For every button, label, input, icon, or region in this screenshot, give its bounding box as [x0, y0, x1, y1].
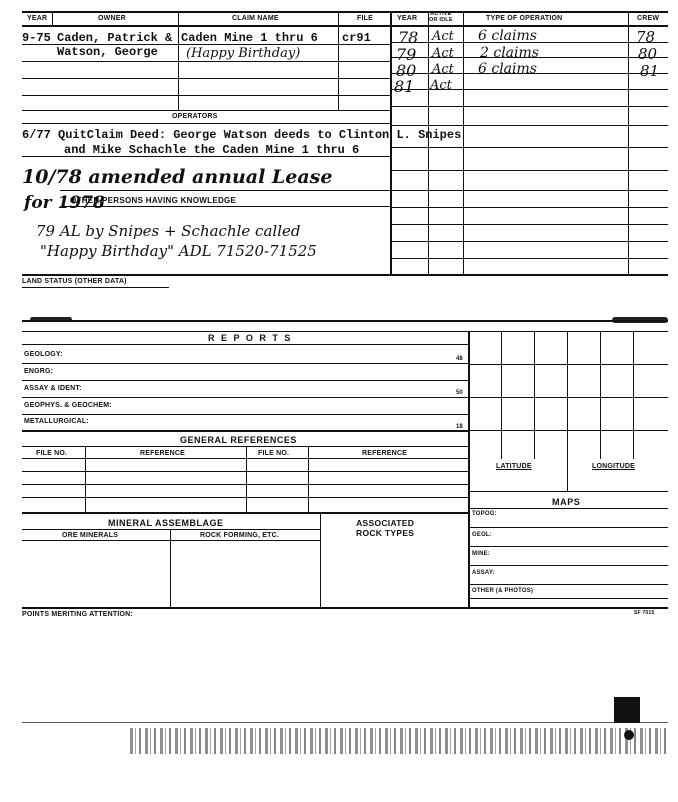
ref-reference-2: REFERENCE [362, 450, 407, 457]
ore-minerals-label: ORE MINERALS [62, 532, 119, 539]
activity-type-2: 6 claims [478, 61, 537, 77]
activity-year-0: 78 [398, 28, 419, 47]
report-metallurgical: METALLURGICAL: [24, 418, 89, 425]
knowledge-heading: OTHER PERSONS HAVING KNOWLEDGE [70, 196, 237, 205]
ref-file-no-1: FILE NO. [36, 450, 68, 457]
report-geophys: GEOPHYS. & GEOCHEM: [24, 402, 112, 409]
record-owner-line1: Caden, Patrick & [57, 31, 173, 45]
ref-file-no-2: FILE NO. [258, 450, 290, 457]
maps-heading: MAPS [552, 497, 581, 507]
knowledge-hand-line2: "Happy Birthday" ADL 71520-71525 [40, 242, 317, 260]
operators-line1: 6/77 QuitClaim Deed: George Watson deeds to Clinton L. Snipes [22, 128, 462, 142]
header-crew: CREW [637, 15, 660, 22]
maps-geol: GEOL: [472, 532, 492, 538]
mineral-heading: MINERAL ASSEMBLAGE [108, 518, 224, 528]
header-year: YEAR [27, 15, 48, 22]
activity-status-3: Act [430, 78, 452, 93]
scan-artifact-strip [130, 728, 670, 754]
operators-heading: OPERATORS [172, 113, 218, 120]
activity-status-1: Act [432, 46, 454, 61]
operators-hand-line2: for 1978 [24, 193, 105, 213]
activity-status-2: Act [432, 62, 454, 77]
activity-crew-2: 81 [640, 62, 660, 80]
knowledge-hand-line1: 79 AL by Snipes + Schachle called [36, 222, 301, 240]
activity-crew-0: 78 [636, 28, 656, 46]
activity-year-3: 81 [394, 77, 415, 96]
general-references-heading: GENERAL REFERENCES [180, 435, 297, 445]
activity-type-0: 6 claims [478, 28, 537, 44]
activity-crew-1: 80 [638, 45, 658, 63]
header-active-idle: ACTIVE OR IDLE [429, 11, 453, 23]
latitude-label: LATITUDE [496, 463, 532, 470]
scan-artifact-dot [624, 730, 634, 740]
land-status-label: LAND STATUS (OTHER DATA) [22, 278, 127, 285]
associated-rock-types-label: ASSOCIATED ROCK TYPES [356, 518, 415, 538]
report-assay: ASSAY & IDENT: [24, 385, 82, 392]
activity-year-1: 79 [396, 45, 417, 64]
activity-year-2: 80 [396, 61, 417, 80]
reports-heading: R E P O R T S [208, 333, 293, 343]
record-file: cr91 [342, 31, 371, 45]
header-file: FILE [357, 15, 373, 22]
report-geology-num: 48 [456, 356, 463, 362]
record-year: 9-75 [22, 31, 51, 45]
activity-status-0: Act [432, 29, 454, 44]
operators-line2: and Mike Schachle the Caden Mine 1 thru 6 [64, 143, 360, 157]
report-metallurgical-num: 18 [456, 424, 463, 430]
record-claim-name: Caden Mine 1 thru 6 [181, 31, 318, 45]
maps-topog: TOPOG: [472, 511, 497, 517]
activity-type-1: 2 claims [480, 45, 539, 61]
operators-hand-line1: 10/78 amended annual Lease [22, 166, 333, 188]
scan-artifact-block [614, 697, 640, 723]
maps-mine: MINE: [472, 551, 490, 557]
header-owner: OWNER [98, 15, 126, 22]
header-year-2: YEAR [397, 15, 418, 22]
report-geology: GEOLOGY: [24, 351, 63, 358]
header-claim-name: CLAIM NAME [232, 15, 279, 22]
record-owner-line2: Watson, George [57, 45, 158, 59]
report-assay-num: 50 [456, 390, 463, 396]
form-number: SF 7015 [634, 610, 655, 616]
points-meriting-attention: POINTS MERITING ATTENTION: [22, 611, 133, 618]
maps-assay: ASSAY: [472, 570, 495, 576]
maps-other: OTHER (& PHOTOS) [472, 588, 534, 594]
ref-reference-1: REFERENCE [140, 450, 185, 457]
header-type-of-operation: TYPE OF OPERATION [486, 15, 563, 22]
report-engrg: ENGRG: [24, 368, 54, 375]
rock-forming-label: ROCK FORMING, ETC. [200, 532, 280, 539]
record-claim-note: (Happy Birthday) [186, 46, 301, 61]
longitude-label: LONGITUDE [592, 463, 636, 470]
